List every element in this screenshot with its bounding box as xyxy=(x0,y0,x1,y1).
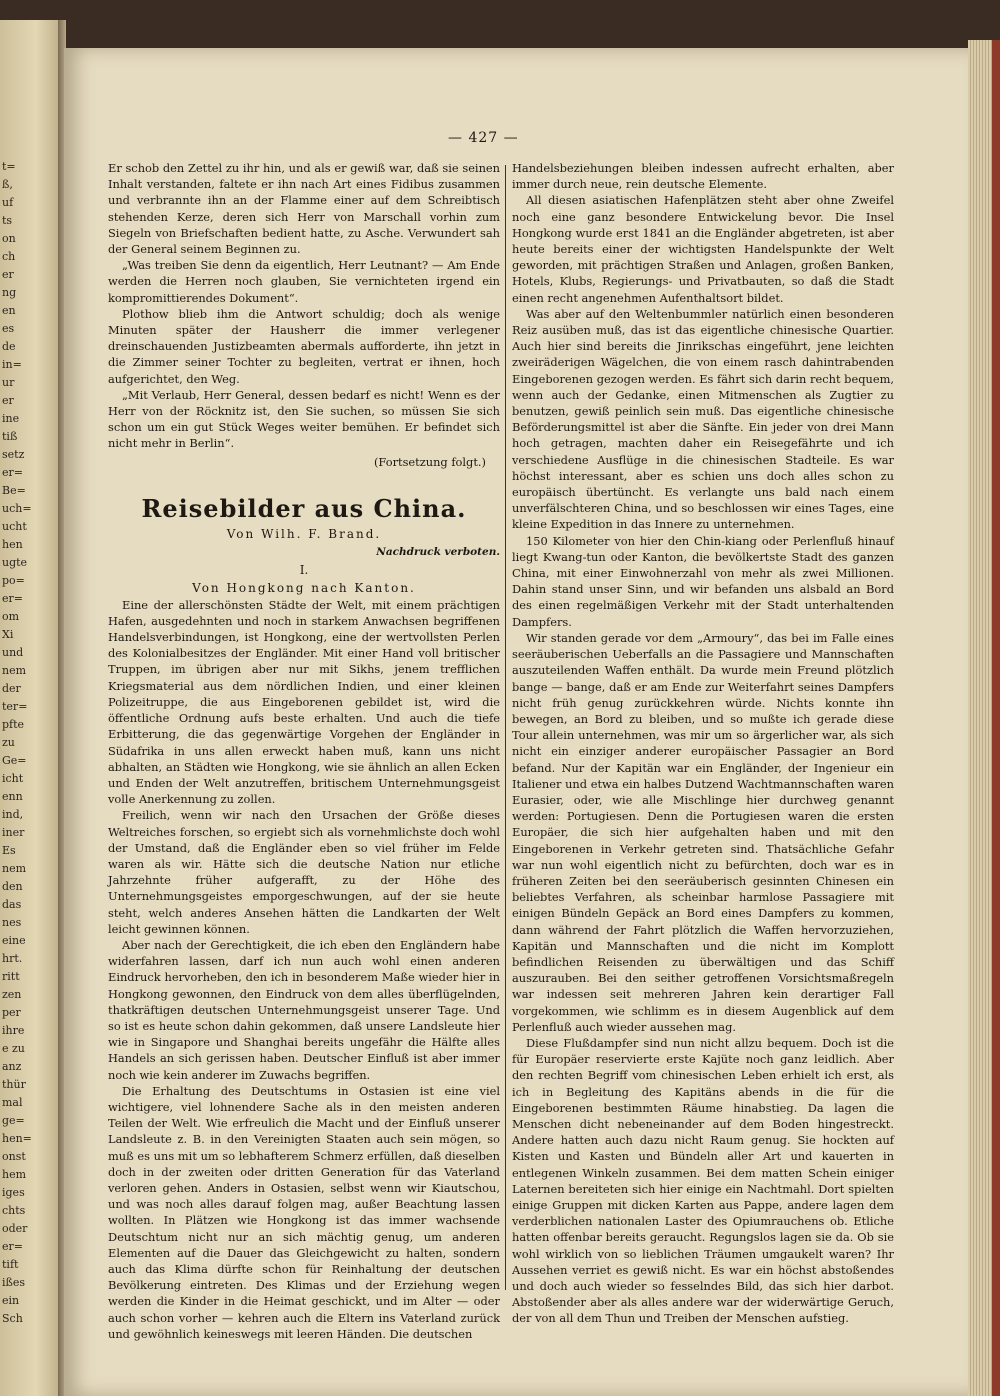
left-page-fragment: und xyxy=(2,646,24,659)
article-paragraph: Aber nach der Gerechtigkeit, die ich eben den Engländern habe widerfahren lassen, darf ich nun auch wohl einen anderen Eindruck hervorheben, den ich in besonderem Maße wieder hier in Hongkong gewonnen, den Eindruck von dem alles überflügelnden, thatkräftigen deutschen Unternehmungsgeist unserer Tage. Und so ist es heute schon dahin gekommen, daß unsere Landsleute hier wie in Singapore und Shanghai bereits ungefähr die Hälfte alles Handels an sich gerissen haben. Deutscher Einfluß ist aber immer noch wie kein anderer im Zuwachs begriffen. xyxy=(108,937,500,1082)
chapter-number: I. xyxy=(299,563,309,578)
chapter-title: Von Hongkong nach Kanton. xyxy=(192,581,416,596)
left-page-fragment: anz xyxy=(2,1060,22,1073)
left-page-fragment: chts xyxy=(2,1204,26,1217)
left-page-fragment: Sch xyxy=(2,1312,23,1325)
left-page-fragment: das xyxy=(2,898,22,911)
article-paragraph: Wir standen gerade vor dem „Armoury“, das bei im Falle eines seeräuberischen Ueberfalls an die Passagiere und Mannschaften auszuteilenden Waffen enthält. Da wurde mein Freund plötzlich bange — bange, daß er am Ende zur Weiterfahrt seines Dampfers nicht früh genug zurückkehren würde. Nichts konnte ihn bewegen, an Bord zu bleiben, und so mußte ich gerade diese Tour allein unternehmen, was mir um so ärgerlicher war, als sich nicht ein einziger anderer europäischer Passagier an Bord befand. Nur der Kapitän war ein Engländer, der Ingenieur ein Italiener und etwa ein halbes Dutzend Wachtmannschaften waren Eurasier, oder, wie alle Mischlinge hier durchweg genannt werden: Portugiesen. Denn die Portugiesen waren die ersten Europäer, die sich hier aufgehalten haben und mit den Eingeborenen in Verkehr getreten sind. Thatsächliche Gefahr war nun wohl eigentlich nicht zu befürchten, doch war es in früheren Zeiten bei den seeräuberisch gesinnten Chinesen ein beliebtes Verfahren, als scheinbar harmlose Passagiere mit einigen Bündeln Gepäck an Bord eines Dampfers zu kommen, dann während der Fahrt plötzlich die Waffen hervorzuziehen, Kapitän und Mannschaften und die nicht im Komplott befindlichen Reisenden zu überwältigen und das Schiff auszurauben. Bei den seither getroffenen Vorsichtsmaßregeln war indessen seit mehreren Jahren kein derartiger Fall vorgekommen, wie schlimm es in diesem Augenblick auf dem Perlenfluß auch wieder aussehen mag. xyxy=(512,630,894,1034)
left-page-fragment: on xyxy=(2,232,16,245)
reprint-notice: Nachdruck verboten. xyxy=(376,546,500,559)
article-paragraph: 150 Kilometer von hier den Chin-kiang oder Perlenfluß hinauf liegt Kwang-tun oder Kanton, die bevölkertste Stadt des ganzen China, mit einer Einwohnerzahl von mehr als zwei Millionen. Dahin stand unser Sinn, und wir befanden uns alsbald an Bord des einen regelmäßigen Verkehr mit der Stadt unterhaltenden Dampfers. xyxy=(512,533,894,629)
left-page-fragment: icht xyxy=(2,772,24,785)
left-page-fragment: oder xyxy=(2,1222,28,1235)
left-page-edge xyxy=(0,20,60,1396)
left-page-fragment: nem xyxy=(2,862,27,875)
left-page-fragment: hen= xyxy=(2,1132,32,1145)
serial-paragraph: Er schob den Zettel zu ihr hin, und als er gewiß war, daß sie seinen Inhalt verstanden, faltete er ihn nach Art eines Fidibus zusammen und verbrannte ihn an der Flamme einer auf dem Schreibtisch stehenden Kerze, deren sich Herr von Marschall vorhin zum Siegeln von Briefschaften bedient hatte, zu Asche. Verwundert sah der General seinem Beginnen zu. xyxy=(108,161,500,257)
left-page-fragment: pfte xyxy=(2,718,25,731)
left-page-fragment: ng xyxy=(2,286,17,299)
left-page-fragment: ts xyxy=(2,214,13,227)
left-page-fragment: Es xyxy=(2,844,16,857)
left-page-fragment: in= xyxy=(2,358,22,371)
left-page-fragment: eine xyxy=(2,934,26,947)
left-page-fragment: per xyxy=(2,1006,21,1019)
left-page-fragment: Ge= xyxy=(2,754,27,767)
left-page-fragment: zu xyxy=(2,736,15,749)
serial-section xyxy=(108,160,500,470)
left-page-fragment: ihre xyxy=(2,1024,25,1037)
left-page-fragment: uch= xyxy=(2,502,32,515)
left-page-fragment: ucht xyxy=(2,520,27,533)
serial-paragraph: Plothow blieb ihm die Antwort schuldig; doch als wenige Minuten später der Hausherr die immer verlegener dreinschauenden Justizbeamten abermals aufforderte, ihn jetzt in die Zimmer seiner Tochter zu begleiten, vertrat er ihnen, hoch aufgerichtet, den Weg. xyxy=(108,306,500,386)
left-page-fragment: tift xyxy=(2,1258,19,1271)
left-page-fragment: ind, xyxy=(2,808,24,821)
left-page-fragment: er= xyxy=(2,592,23,605)
left-page-fragment: den xyxy=(2,880,23,893)
left-page-fragment: ur xyxy=(2,376,15,389)
article-body xyxy=(108,597,500,1342)
left-page-fragment: de xyxy=(2,340,16,353)
left-page-fragment: zen xyxy=(2,988,22,1001)
article-paragraph: Freilich, wenn wir nach den Ursachen der Größe dieses Weltreiches forschen, so ergiebt sich als vornehmlichste doch wohl der Umstand, daß die Engländer eben so viel früher im Felde waren als wir. Hätte sich die deutsche Nation nur etliche Jahrzehnte früher aufgerafft, zu der Höhe des Unternehmungsgeistes emporgeschwungen, auf der sie heute steht, welch anderes Ansehen hätten die Landkarten der Welt leicht gewinnen können. xyxy=(108,808,500,936)
left-page-fragment: ß, xyxy=(2,178,13,191)
article-paragraph: Eine der allerschönsten Städte der Welt, mit einem prächtigen Hafen, ausgedehnten und noch in starkem Anwachsen begriffenen Handelsverbindungen, ist Hongkong, eine der wertvollsten Perlen des Kolonialbesitzes der Engländer. Mit einer Hand voll britischer Truppen, im übrigen aber nur mit Sikhs, jenem trefflichen Kriegsmaterial aus dem nördlichen Indien, und einer kleinen Polizeitruppe, die aus Eingeborenen gebildet ist, wird die öffentliche Ordnung aufs beste erhalten. Und auch die tiefe Erbitterung, die das gegenwärtige Vorgehen der Engländer in Südafrika in uns allen erweckt haben muß, kann uns nicht abhalten, an Städten wie Hongkong, wie sie ähnlich an allen Ecken und Enden der Welt anzutreffen, britischem Unternehmungsgeist volle Anerkennung zu zollen. xyxy=(108,597,500,807)
left-page-fragment: iner xyxy=(2,826,25,839)
left-page-fragment: ter= xyxy=(2,700,28,713)
left-page-fragment: ine xyxy=(2,412,20,425)
left-page-fragment: thür xyxy=(2,1078,26,1091)
left-page-fragment: mal xyxy=(2,1096,23,1109)
left-page-fragment: uf xyxy=(2,196,14,209)
left-page-fragment: er= xyxy=(2,1240,23,1253)
left-page-fragment: nes xyxy=(2,916,22,929)
left-page-fragment: om xyxy=(2,610,20,623)
article-author: Von Wilh. F. Brand. xyxy=(226,526,382,541)
article-paragraph: Diese Flußdampfer sind nun nicht allzu bequem. Doch ist die für Europäer reservierte erste Kajüte noch ganz leidlich. Aber den rechten Begriff vom chinesischen Leben erhielt ich erst, als ich in Begleitung des Kapitäns abends in die für die Eingeborenen bestimmten Räume hinabstieg. Da lagen die Menschen dicht nebeneinander auf dem Boden hingestreckt. Andere hatten auch dazu nicht Raum genug. Sie hockten auf Kisten und Kasten und Bündeln aller Art und kauerten in entlegenen Winkeln zusammen. Bei dem matten Schein einiger Laternen bereiteten sich hier einige ein Nachtmahl. Dort spielten einige Gruppen mit dicken Karten aus Pappe, andere lagen dem verderblichen nationalen Laster des Opiumrauchens ob. Etliche hatten offenbar bereits geraucht. Regungslos lagen sie da. Ob sie wohl wirklich von so lieblichen Träumen umgaukelt waren? Ihr Aussehen verriet es gewiß nicht. Es war ein höchst abstoßendes und doch auch wieder so fesselndes Bild, das sich hier darbot. Abstoßender aber als alles andere war der widerwärtige Geruch, der von all dem Thun und Treiben der Menschen aufstieg. xyxy=(512,1035,894,1326)
left-page-fragment: er= xyxy=(2,466,23,479)
article-paragraph: Die Erhaltung des Deutschtums in Ostasien ist eine viel wichtigere, viel lohnendere Sache als in den meisten anderen Teilen der Welt. Wie erfreulich die Macht und der Einfluß unserer Landsleute z. B. in den Vereinigten Staaten auch sein mögen, so muß es uns mit um so lebhafterem Schmerz erfüllen, daß dieselben doch in der zweiten oder dritten Generation für das Vaterland verloren gehen. Anders in Ostasien, selbst wenn wir Kiautschou, und was noch alles darauf folgen mag, außer Beachtung lassen wollten. In Plätzen wie Hongkong ist das immer wachsende Deutschtum nicht nur an sich mächtig genug, um anderen Elementen auf die Dauer das Gleichgewicht zu halten, sondern auch das Klima dürfte schon für Reinhaltung der deutschen Bevölkerung eintreten. Des Klimas und der Erziehung wegen werden die Kinder in die Heimat geschickt, und im Alter — oder auch schon vorher — kehren auch die Eltern ins Vaterland zurück und gewöhnlich keineswegs mit leeren Händen. Die deutschen xyxy=(108,1083,500,1341)
left-page-fragment: ugte xyxy=(2,556,28,569)
left-page-fragment: tiß xyxy=(2,430,18,443)
page-number: — 427 — xyxy=(448,130,519,146)
left-page-fragment: er xyxy=(2,394,14,407)
book-cover-edge xyxy=(992,40,1000,1396)
serial-paragraph: „Was treiben Sie denn da eigentlich, Herr Leutnant? — Am Ende werden die Herren noch glauben, Sie vernichteten irgend ein kompromittierendes Dokument“. xyxy=(108,258,500,305)
article-paragraph: Was aber auf den Weltenbummler natürlich einen besonderen Reiz ausüben muß, das ist das eigentliche chinesische Quartier. Auch hier sind bereits die Jinrikschas eingeführt, jene leichten zweiräderigen Wägelchen, die von einem rasch dahintrabenden Eingeborenen gezogen werden. Es fährt sich darin recht bequem, wenn auch der Gedanke, einen Mitmenschen als Zugtier zu benutzen, gewiß peinlich sein muß. Das eigentliche chinesische Beförderungsmittel ist aber die Sänfte. Ein jeder von drei Mann hoch getragen, machten daher ein Reisegefährte und ich verschiedene Ausflüge in die chinesischen Stadteile. Es war höchst interessant, aber es schien uns doch alles schon zu europäisch übertüncht. Es verlangte uns bald nach einem unverfälschteren China, und so beschlossen wir eines Tages, eine kleine Expedition in das Innere zu unternehmen. xyxy=(512,306,894,532)
left-page-fragment: setz xyxy=(2,448,25,461)
left-page-fragment: es xyxy=(2,322,15,335)
left-page-fragment: onst xyxy=(2,1150,26,1163)
serial-paragraph: „Mit Verlaub, Herr General, dessen bedarf es nicht! Wenn es der Herr von der Röcknitz ist, den Sie suchen, so müssen Sie sich schon um ein gut Stück Weges weiter bemühen. Er befindet sich nicht mehr in Berlin“. xyxy=(108,387,500,451)
left-page-fragment: enn xyxy=(2,790,23,803)
left-page-fragment: Xi xyxy=(2,628,14,641)
left-column xyxy=(108,160,500,1342)
left-page-fragment: ge= xyxy=(2,1114,25,1127)
left-page-fragment: t= xyxy=(2,160,16,173)
left-page-fragment: hrt. xyxy=(2,952,23,965)
left-page-fragment: e zu xyxy=(2,1042,25,1055)
left-page-fragment: ißes xyxy=(2,1276,26,1289)
article-paragraph: All diesen asiatischen Hafenplätzen steht aber ohne Zweifel noch eine ganz besondere Entwickelung bevor. Die Insel Hongkong wurde erst 1841 an die Engländer abgetreten, ist aber heute bereits einer der wichtigsten Handelspunkte der Welt geworden, mit prächtigen Straßen und Anlagen, großen Banken, Hotels, Klubs, Regierungs- und Privatbauten, so daß die Stadt einen recht angenehmen Aufenthaltsort bildet. xyxy=(512,193,894,305)
left-page-fragment: ch xyxy=(2,250,16,263)
left-page-fragment: ein xyxy=(2,1294,20,1307)
left-page-fragment: Be= xyxy=(2,484,26,497)
left-page-fragment: er xyxy=(2,268,14,281)
article-title: Reisebilder aus China. xyxy=(141,493,467,523)
article-paragraph: Handelsbeziehungen bleiben indessen aufrecht erhalten, aber immer durch neue, rein deutsche Elemente. xyxy=(512,161,894,192)
left-page-fragment: hen xyxy=(2,538,23,551)
left-page-fragment: nem xyxy=(2,664,27,677)
left-page-fragment: en xyxy=(2,304,16,317)
right-column xyxy=(512,160,894,1327)
continued-note: (Fortsetzung folgt.) xyxy=(373,454,486,469)
left-page-fragment: der xyxy=(2,682,21,695)
left-page-fragment: hem xyxy=(2,1168,27,1181)
left-page-fragment: ritt xyxy=(2,970,20,983)
left-page-fragment: iges xyxy=(2,1186,25,1199)
left-page-fragment: po= xyxy=(2,574,25,587)
column-divider xyxy=(505,165,506,1290)
